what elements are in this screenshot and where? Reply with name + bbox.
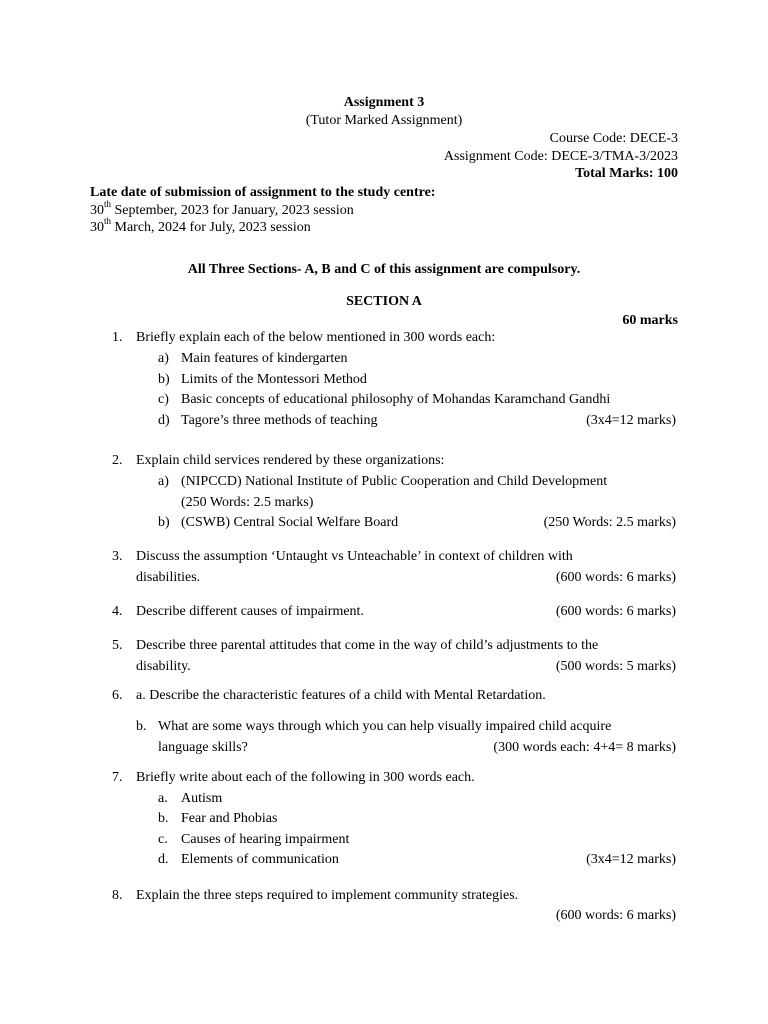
item-label: a) bbox=[158, 351, 169, 366]
question-text: Briefly explain each of the below mentioned in 300 words each: bbox=[136, 330, 496, 345]
item-label: b. bbox=[136, 719, 147, 734]
question-marks: (3x4=12 marks) bbox=[586, 413, 676, 428]
item-text: (NIPCCD) National Institute of Public Cooperation and Child Development bbox=[181, 474, 608, 489]
item-label: a) bbox=[158, 474, 169, 489]
total-marks: Total Marks: 100 bbox=[575, 166, 678, 181]
item-label: b. bbox=[158, 811, 169, 826]
submission-date-2-suffix: th bbox=[104, 216, 112, 227]
question-marks: (600 words: 6 marks) bbox=[555, 908, 676, 923]
item-label: c) bbox=[158, 392, 169, 407]
question-number: 3. bbox=[112, 549, 123, 564]
question-text: Briefly write about each of the following in 300 words each. bbox=[136, 770, 475, 785]
question-text: Explain the three steps required to implement community strategies. bbox=[136, 888, 519, 903]
course-code: Course Code: DECE-3 bbox=[549, 131, 678, 146]
question-text: Describe three parental attitudes that come in the way of child’s adjustments to the bbox=[136, 638, 599, 653]
submission-date-1-suffix: th bbox=[104, 199, 112, 210]
question-marks: (250 Words: 2.5 marks) bbox=[543, 515, 676, 530]
question-number: 5. bbox=[112, 638, 123, 653]
question-text: Describe different causes of impairment. bbox=[136, 604, 364, 619]
question-marks: (600 words: 6 marks) bbox=[555, 604, 676, 619]
item-label: c. bbox=[158, 832, 168, 847]
question-number: 6. bbox=[112, 688, 123, 703]
submission-date-2-day: 30 bbox=[90, 220, 104, 235]
question-number: 2. bbox=[112, 453, 123, 468]
question-number: 4. bbox=[112, 604, 123, 619]
question-text: Explain child services rendered by these organizations: bbox=[136, 453, 445, 468]
item-text: Tagore’s three methods of teaching bbox=[181, 413, 378, 428]
submission-date-2-text: March, 2024 for July, 2023 session bbox=[111, 220, 311, 235]
question-text: Discuss the assumption ‘Untaught vs Unteachable’ in context of children with bbox=[136, 549, 573, 564]
question-marks: (3x4=12 marks) bbox=[586, 852, 676, 867]
submission-date-july bbox=[90, 216, 311, 236]
item-text: Limits of the Montessori Method bbox=[181, 372, 367, 387]
question-part-a: a. Describe the characteristic features of a child with Mental Retardation. bbox=[136, 688, 546, 703]
question-number: 7. bbox=[112, 770, 123, 785]
submission-date-1-day: 30 bbox=[90, 203, 104, 218]
item-text-continued: (250 Words: 2.5 marks) bbox=[181, 495, 314, 510]
submission-date-january bbox=[90, 199, 354, 219]
question-part-b: What are some ways through which you can help visually impaired child acquire bbox=[158, 719, 612, 734]
question-marks: (500 words: 5 marks) bbox=[555, 659, 676, 674]
item-text: Basic concepts of educational philosophy of Mohandas Karamchand Gandhi bbox=[181, 392, 611, 407]
item-text: Fear and Phobias bbox=[181, 811, 278, 826]
item-text: Autism bbox=[181, 791, 223, 806]
assignment-subtitle: (Tutor Marked Assignment) bbox=[305, 113, 463, 128]
question-marks: (600 words: 6 marks) bbox=[555, 570, 676, 585]
question-text-continued: disabilities. bbox=[136, 570, 201, 585]
section-marks: 60 marks bbox=[622, 313, 678, 328]
item-label: a. bbox=[158, 791, 168, 806]
assignment-title: Assignment 3 bbox=[343, 95, 425, 110]
question-number: 8. bbox=[112, 888, 123, 903]
question-marks: (300 words each: 4+4= 8 marks) bbox=[493, 740, 676, 755]
compulsory-note: All Three Sections- A, B and C of this assignment are compulsory. bbox=[187, 262, 581, 277]
question-text-continued: disability. bbox=[136, 659, 191, 674]
item-text: (CSWB) Central Social Welfare Board bbox=[181, 515, 399, 530]
item-text: Main features of kindergarten bbox=[181, 351, 348, 366]
item-text: Causes of hearing impairment bbox=[181, 832, 350, 847]
assignment-code: Assignment Code: DECE-3/TMA-3/2023 bbox=[443, 149, 678, 164]
question-part-b-continued: language skills? bbox=[158, 740, 248, 755]
item-label: b) bbox=[158, 515, 170, 530]
section-title: SECTION A bbox=[346, 294, 422, 309]
submission-date-1-text: September, 2023 for January, 2023 session bbox=[111, 203, 354, 218]
submission-heading: Late date of submission of assignment to the study centre: bbox=[90, 185, 436, 200]
item-text: Elements of communication bbox=[181, 852, 339, 867]
item-label: d) bbox=[158, 413, 170, 428]
item-label: b) bbox=[158, 372, 170, 387]
question-number: 1. bbox=[112, 330, 123, 345]
item-label: d. bbox=[158, 852, 169, 867]
